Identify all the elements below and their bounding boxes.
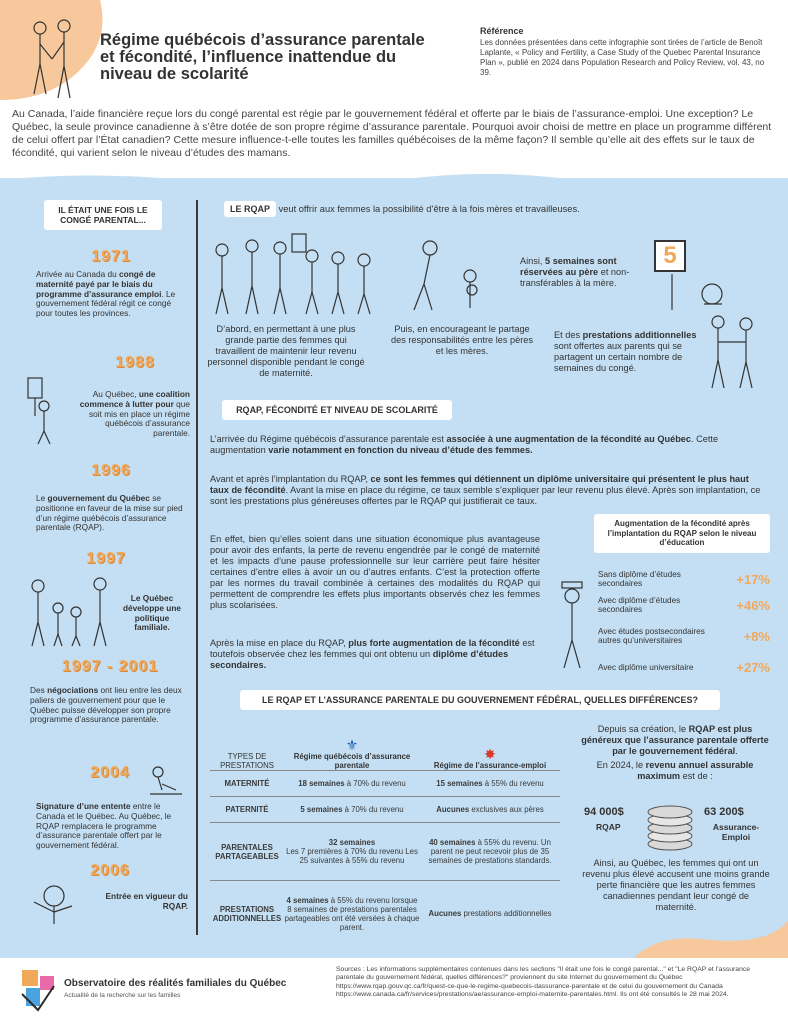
intro-paragraph: Au Canada, l’aide financière reçue lors du congé parental est régie par le gouvernement fédéral et offerte par le biais de l’assurance-emploi. Une exception? Le Québec, la seule province canadienne à s’être dotée de son propre régime d’assurance parentale. Pourquoi avoir choisi de mettre en place un programme différent de celui offert par l’État canadien? Cette mesure influence-t-elle toutes les familles québécoises de la même façon? Il semble qu’elle ait des effets sur le taux de fécondité, qui varient selon le niveau d’études des mamans. xyxy=(12,108,772,159)
reference-title: Référence xyxy=(480,26,524,36)
rqap-generous-text: Depuis sa création, le RQAP est plus généreux que l’assurance parentale offerte par le gouvernement fédéral. xyxy=(581,724,769,756)
event-year: 1971 xyxy=(91,248,131,265)
timeline-event-1997-2001: 1997 - 2001 Des négociations ont lieu entre les deux paliers de gouvernement pour que le Québec puisse développer son propre programme d’assurance parentale. xyxy=(30,658,182,725)
additional-benefits-text: Et des prestations additionnelles sont offertes aux parents qui se partagent un certain nombre de semaines du congé. xyxy=(554,330,697,373)
max-qc-value: 94 000$ xyxy=(584,806,624,818)
timeline-event-1997: 1997 xyxy=(86,550,126,567)
stat-row: Sans diplôme d’études secondaires +17% xyxy=(598,570,770,588)
org-name: Observatoire des réalités familiales du Québec xyxy=(64,978,287,989)
timeline-event-1988: 1988 xyxy=(115,354,155,371)
observatoire-logo xyxy=(18,966,60,1012)
rqap-goal-text: veut offrir aux femmes la possibilité d’être à la fois mères et travailleuses. xyxy=(278,204,580,214)
table-row: PRESTATIONS ADDITIONNELLES 4 semaines à 55% du revenu lorsque 8 semaines de prestations parentales partageables ont été versées à chaque parent. Aucunes prestations additionnelles xyxy=(210,880,560,946)
rqap-means-2: Puis, en encourageant le partage des responsabilités entre les pères et les mères. xyxy=(391,324,533,356)
org-tagline: Actualité de la recherche sur les familles xyxy=(64,992,181,999)
col-types: TYPES DE PRESTATIONS xyxy=(220,752,274,770)
maple-leaf-icon: ✸ xyxy=(484,746,496,762)
rqap-goal-label: LE RQAP xyxy=(224,201,276,217)
stat-row: Avec diplôme universitaire +27% xyxy=(598,659,770,675)
event-text-2004: Signature d’une entente entre le Canada et le Québec. Au Québec, le RQAP remplacera le programme d’assurance parentale offert par le gouvernement fédéral. xyxy=(36,801,172,851)
celebration-illustration xyxy=(26,882,76,928)
event-text-2006: Entrée en vigueur du RQAP. xyxy=(105,891,188,911)
event-text-1988: Au Québec, une coalition commence à lutter pour que soit mis en place un régime québécois d’assurance parentale. xyxy=(79,389,190,439)
coins-icon xyxy=(640,794,700,854)
table-row: MATERNITÉ 18 semaines à 70% du revenu 15 semaines à 55% du revenu xyxy=(210,770,560,796)
timeline-event-2004: 2004 xyxy=(90,764,130,781)
reference-text: Les données présentées dans cette infographie sont tirées de l’article de Benoît Laplante, « Policy and Fertility, a Case Study of the Quebec Parental Insurance Plan », publié en 2024 dans Population Research and Policy Review, vol. 43, no 39. xyxy=(480,38,765,77)
timeline-title: IL ÉTAIT UNE FOIS LE CONGÉ PARENTAL... xyxy=(44,200,162,230)
sharing-illustration xyxy=(400,236,490,316)
max-qc-label: RQAP xyxy=(596,822,621,832)
table-row: PARENTALES PARTAGEABLES 32 semaines Les 7 premières à 70% du revenu Les 25 suivantes à 55% du revenu 40 semaines à 55% du revenu. Un parent ne peut recevoir plus de 35 semaines de prestations standards. xyxy=(210,822,560,880)
panel-top-wave xyxy=(0,170,788,200)
section3-title: LE RQAP ET L’ASSURANCE PARENTALE DU GOUVERNEMENT FÉDÉRAL, QUELLES DIFFÉRENCES? xyxy=(240,690,720,710)
father-illustration xyxy=(664,274,734,314)
event-text: Arrivée au Canada du congé de maternité payé par le biais du programme d’assurance emploi. Le gouvernement fédéral régit ce congé pour toutes les provinces. xyxy=(36,269,176,319)
max-income-text: En 2024, le revenu annuel assurable maximum est de : xyxy=(596,760,754,781)
section2-title: RQAP, FÉCONDITÉ ET NIVEAU DE SCOLARITÉ xyxy=(222,400,452,420)
couple-illustration xyxy=(22,14,82,104)
max-fed-label: Assurance-Emploi xyxy=(712,822,760,842)
section2-paragraph-2: Avant et après l’implantation du RQAP, ce sont les femmes qui détiennent un diplôme universitaire qui présentent le plus haut taux de fécondité. Avant la mise en place du régime, ce taux semble s’expliquer par leur revenu plus élevé. Après son implantation, ce sont les prestations plus généreuses offertes par le RQAP qui justifierait ce taux. xyxy=(210,474,761,506)
stats-title: Augmentation de la fécondité après l’implantation du RQAP selon le niveau d’éducation xyxy=(594,514,770,553)
rqap-goal xyxy=(224,201,764,217)
fleur-de-lis-icon: ⚜ xyxy=(345,737,359,753)
table-header xyxy=(210,736,560,770)
five-weeks-sign: 5 xyxy=(654,240,686,272)
section2-paragraph-3: En effet, bien qu’elles soient dans une situation économique plus avantageuse pour avoir des enfants, la perte de revenu engendrée par le congé de maternité et les impacts d’une pause professionnelle sur leur carrière peut faire hésiter certaines d’entre elles à avoir un ou d’autres enfants. C’est la protection offerte par les normes du travail combinée à certaines des modalités du RQAP qui permettent de comprendre les effets plus importants observés chez les femmes plus scolarisées. xyxy=(210,534,540,610)
stat-row: Avec diplôme d’études secondaires +46% xyxy=(598,596,770,614)
father-weeks-text: Ainsi, 5 semaines sont réservées au père et non-transférables à la mère. xyxy=(520,256,630,288)
timeline-divider xyxy=(196,200,198,935)
stats-list xyxy=(598,566,770,680)
timeline-event-1996: 1996 Le gouvernement du Québec se positionne en faveur de la mise sur pied d’un régime québécois d’assurance parentale (RQAP). xyxy=(36,462,183,533)
col-federal: ✸ Régime de l’assurance-emploi xyxy=(420,747,560,770)
timeline-event-1971 xyxy=(36,248,186,319)
event-text-1997: Le Québec développe une politique familiale. xyxy=(122,593,182,633)
comparison-table xyxy=(210,736,560,946)
page-title: Régime québécois d’assurance parentale et fécondité, l’influence inattendue du niveau de scolarité xyxy=(100,31,425,83)
stat-row: Avec études postsecondaires autres qu’universitaires +8% xyxy=(598,627,770,645)
workers-illustration xyxy=(208,232,384,318)
rqap-means-1: D’abord, en permettant à une plus grande partie des femmes qui travaillent de maintenir leur revenu personnel disponible pendant le congé de maternité. xyxy=(207,324,365,378)
col-quebec: ⚜ Régime québécois d’assurance parentale xyxy=(284,738,420,770)
signing-illustration xyxy=(146,764,186,800)
family-illustration xyxy=(26,572,116,650)
graduate-illustration xyxy=(552,580,592,670)
sources-text: Sources : Les informations supplémentaires contenues dans les sections "Il était une fois le congé parental..." et "Le RQAP et l’assurance parentale du gouvernement fédéral, quelles différences?" proviennent du site Internet du gouvernement du Québec https://www.rqap.gouv.qc.ca/fr/quest-ce-que-le-regime-quebecois-dassurance-parentale et de celui du gouvernement du Canada https://www.canada.ca/fr/services/prestations/ae/assurance-emploi-maternite-parentales.html. Ils ont été consultés le 28 mai 2024. xyxy=(336,966,751,999)
couple-holding-hands-illustration xyxy=(704,312,764,392)
section2-paragraph-4: Après la mise en place du RQAP, plus forte augmentation de la fécondité est toutefois observée chez les femmes qui ont obtenu un diplôme d’études secondaires. xyxy=(210,638,535,670)
table-row: PATERNITÉ 5 semaines à 70% du revenu Aucunes exclusives aux pères xyxy=(210,796,560,822)
conclusion-text: Ainsi, au Québec, les femmes qui ont un revenu plus élevé accusent une moins grande perte financière que les autres femmes canadiennes pendant leur congé de maternité. xyxy=(582,858,770,912)
timeline-event-2006: 2006 xyxy=(90,862,130,879)
protester-illustration xyxy=(14,376,64,446)
section2-paragraph-1: L’arrivée du Régime québécois d’assurance parentale est associée à une augmentation de la fécondité au Québec. Cette augmentation varie notamment en fonction du niveau d’étude des femmes. xyxy=(210,434,719,455)
max-fed-value: 63 200$ xyxy=(704,806,744,818)
